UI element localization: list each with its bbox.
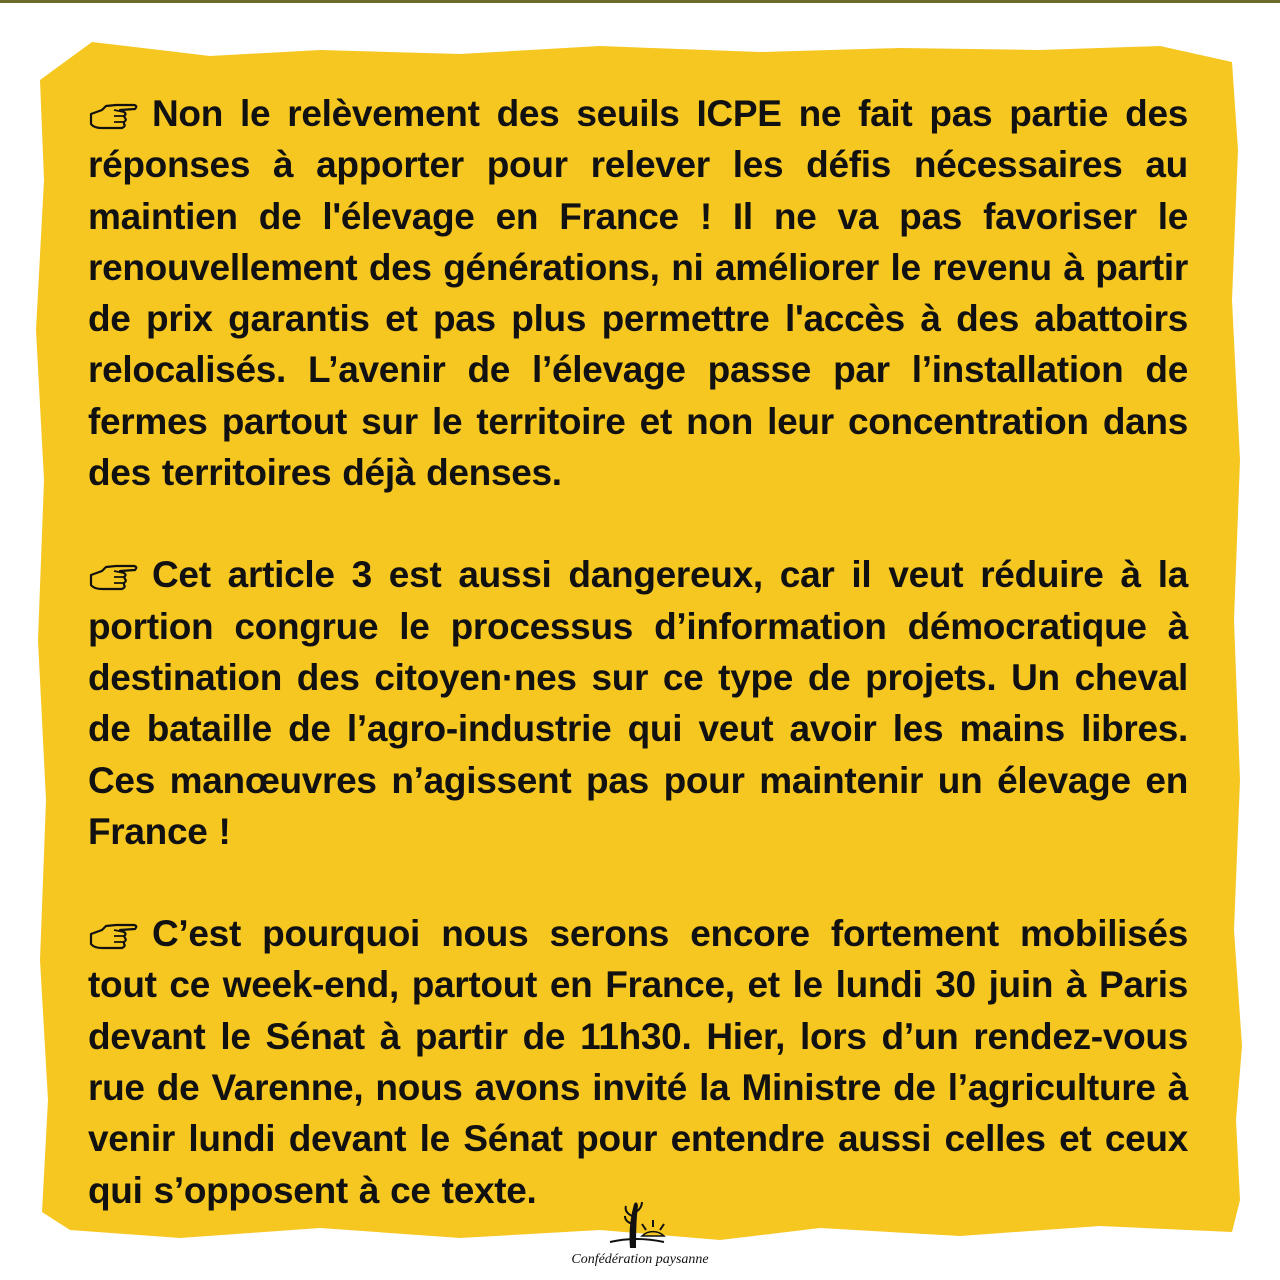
logo-text: Confédération paysanne [571, 1252, 709, 1267]
paragraph-1 [88, 88, 1188, 498]
pointing-hand-icon [88, 561, 140, 593]
pointing-hand-icon [88, 100, 140, 132]
logo-icon [606, 1196, 666, 1252]
paragraph-2-text: Cet article 3 est aussi dangereux, car il veut réduire à la portion congrue le processus d’information démocratique à destination des citoyen·nes sur ce type de projets. Un cheval de bataille de l’agro-industrie qui veut avoir les mains libres. Ces manœuvres n’agissent pas pour maintenir un élevage en France ! [88, 554, 1188, 852]
pointing-hand-icon [88, 920, 140, 952]
body-text [88, 88, 1188, 1267]
paragraph-1-text: Non le relèvement des seuils ICPE ne fait pas partie des réponses à apporter pour relever les défis nécessaires au maintien de l'élevage en France ! Il ne va pas favoriser le renouvellement des générations, ni améliorer le revenu à partir de prix garantis et pas plus permettre l'accès à des abattoirs relocalisés. L’avenir de l’élevage passe par l’installation de fermes partout sur le territoire et non leur concentration dans des territoires déjà denses. [88, 93, 1188, 494]
paragraph-3-text: C’est pourquoi nous serons encore fortement mobilisés tout ce week-end, partout en France, et le lundi 30 juin à Paris devant le Sénat à partir de 11h30. Hier, lors d’un rendez-vous rue de Varenne, nous avons invité la Ministre de l’agriculture à venir lundi devant le Sénat pour entendre aussi celles et ceux qui s’opposent à ce texte. [88, 913, 1188, 1211]
paragraph-3 [88, 908, 1188, 1216]
confederation-paysanne-logo [560, 1196, 720, 1276]
paragraph-2 [88, 549, 1188, 857]
